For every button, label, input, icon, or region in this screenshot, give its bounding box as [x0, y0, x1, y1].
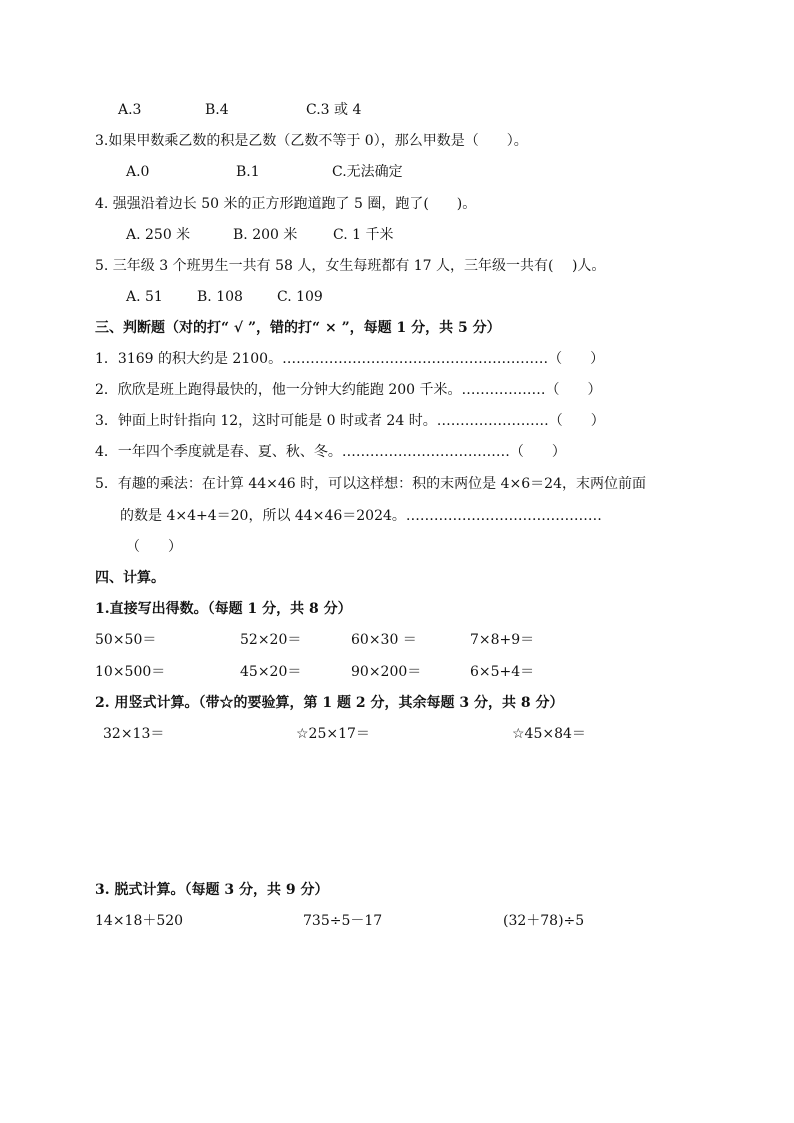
- oral-calc-item: 90×200＝: [351, 664, 422, 680]
- vertical-calc-item: ☆25×17＝: [296, 726, 370, 742]
- tf-item-5-line2: 的数是 4×4+4＝20，所以 44×46＝2024。……………………………………: [120, 508, 602, 524]
- question-5: 5. 三年级 3 个班男生一共有 58 人，女生每班都有 17 人，三年级一共有( )人。: [95, 258, 606, 274]
- tf-item-3: 3．钟面上时针指向 12，这时可能是 0 时或者 24 时。……………………（ ）: [95, 413, 605, 429]
- oral-calc-item: 45×20＝: [240, 664, 302, 680]
- oral-calc-item: 60×30 ＝: [351, 632, 417, 648]
- tf-item-2: 2．欣欣是班上跑得最快的，他一分钟大约能跑 200 千米。………………（ ）: [95, 382, 602, 398]
- oral-calc-item: 7×8+9＝: [470, 632, 535, 648]
- part-1-title: 1.直接写出得数。（每题 1 分，共 8 分）: [95, 601, 352, 617]
- part-2-title: 2. 用竖式计算。（带☆的要验算，第 1 题 2 分，其余每题 3 分，共 8 分）: [95, 695, 564, 711]
- oral-calc-item: 50×50＝: [95, 632, 157, 648]
- q3-option-a: A.0: [126, 164, 150, 180]
- vertical-calc-item: ☆45×84＝: [512, 726, 586, 742]
- tf-item-1: 1．3169 的积大约是 2100。…………………………………………………（ ）: [95, 351, 605, 367]
- oral-calc-item: 10×500＝: [95, 664, 166, 680]
- q5-option-a: A. 51: [126, 289, 163, 305]
- tf-item-5-line1: 5．有趣的乘法：在计算 44×46 时，可以这样想：积的末两位是 4×6＝24，末两位前面: [95, 476, 646, 492]
- oral-calc-item: 52×20＝: [240, 632, 302, 648]
- q4-option-a: A. 250 米: [126, 227, 191, 243]
- question-4: 4. 强强沿着边长 50 米的正方形跑道跑了 5 圈，跑了( )。: [95, 196, 477, 212]
- tf-item-4: 4．一年四个季度就是春、夏、秋、冬。………………………………（ ）: [95, 444, 566, 460]
- oral-calc-item: 6×5+4＝: [470, 664, 535, 680]
- part-3-title: 3. 脱式计算。（每题 3 分，共 9 分）: [95, 882, 329, 898]
- q4-option-b: B. 200 米: [233, 227, 298, 243]
- step-calc-item: 735÷5－17: [303, 913, 383, 929]
- q4-option-c: C. 1 千米: [333, 227, 394, 243]
- q5-option-b: B. 108: [197, 289, 243, 305]
- step-calc-item: (32＋78)÷5: [503, 913, 585, 929]
- q3-option-c: C.无法确定: [332, 164, 403, 180]
- q5-option-c: C. 109: [277, 289, 323, 305]
- step-calc-item: 14×18＋520: [95, 913, 184, 929]
- section-4-title: 四、计算。: [95, 570, 165, 586]
- section-3-title: 三、判断题（对的打“ √ ”，错的打“ × ”，每题 1 分，共 5 分）: [95, 320, 501, 336]
- q2-option-b: B.4: [205, 102, 229, 118]
- q3-option-b: B.1: [236, 164, 260, 180]
- tf-item-5-answer-blank: （ ）: [126, 539, 182, 555]
- question-3: 3.如果甲数乘乙数的积是乙数（乙数不等于 0），那么甲数是（ ）。: [95, 133, 528, 149]
- vertical-calc-item: 32×13＝: [103, 726, 165, 742]
- q2-option-c: C.3 或 4: [306, 102, 362, 118]
- q2-option-a: A.3: [118, 102, 142, 118]
